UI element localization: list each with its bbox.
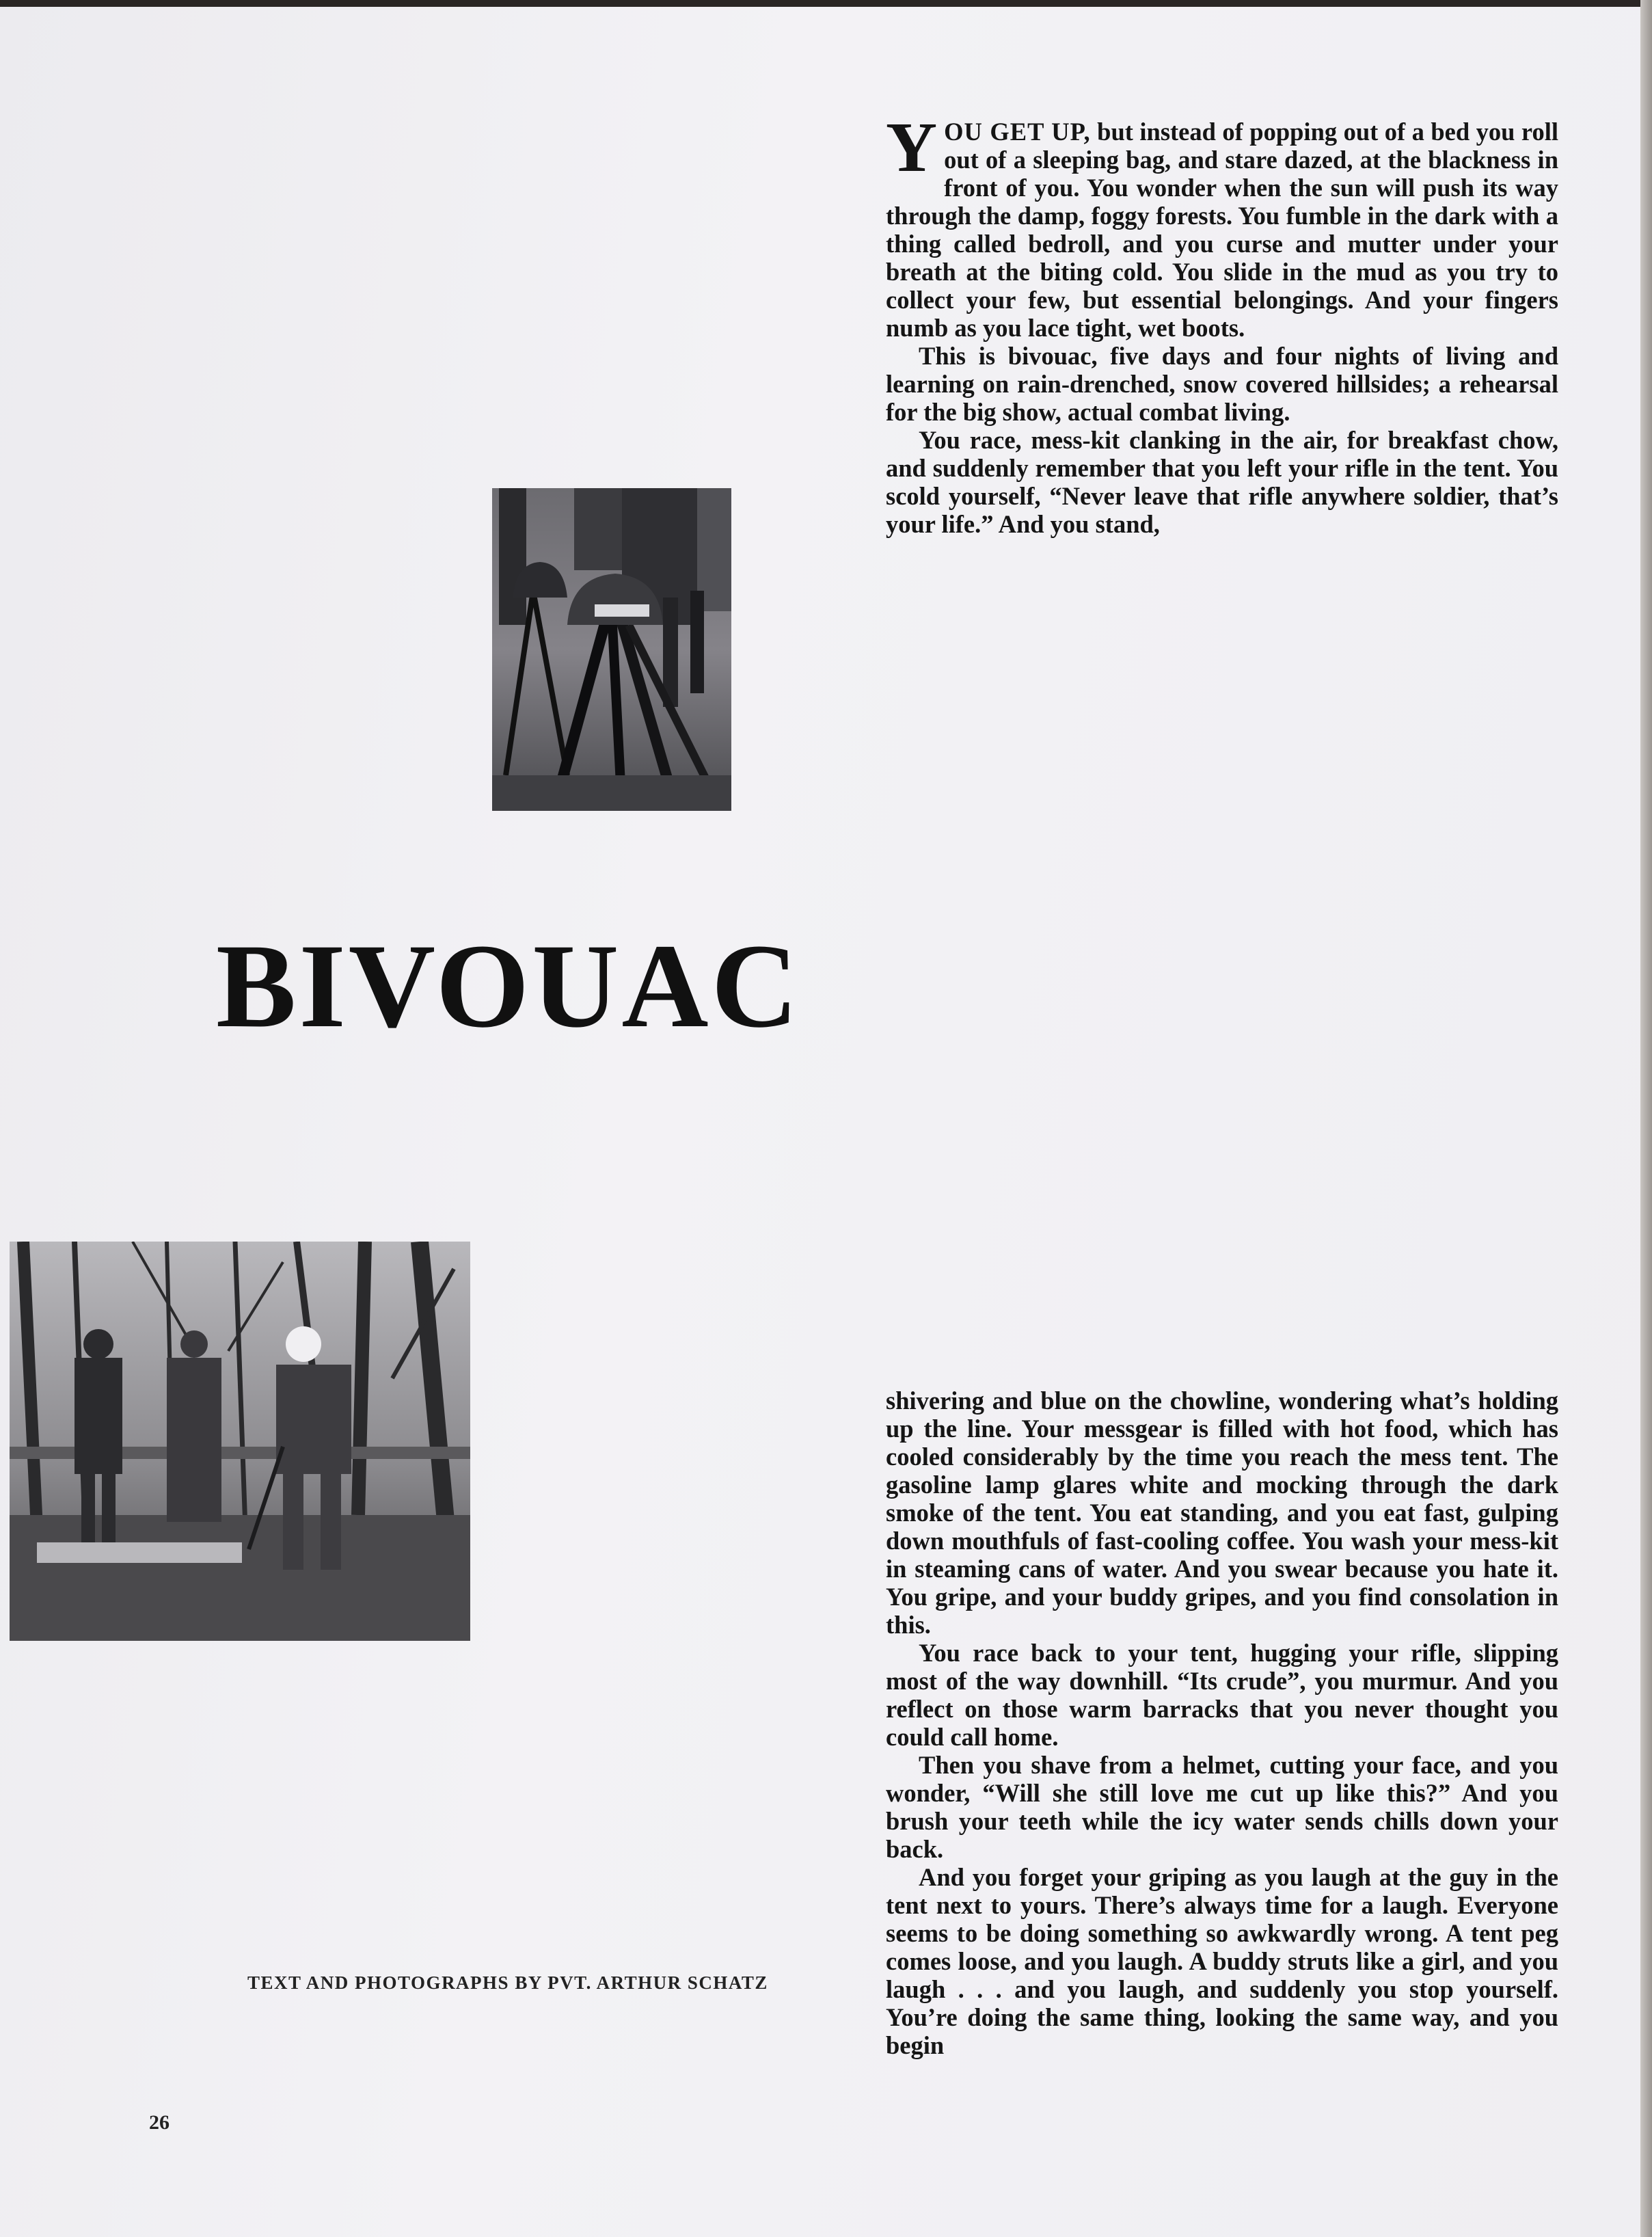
lead-in: OU GET UP,: [944, 118, 1091, 146]
paragraph: You race back to your tent, hugging your rifle, slipping most of the way downhill. “Its crude”, you murmur. And you reflect on those warm barracks that you never thought you could call home.: [886, 1639, 1558, 1751]
photo-soldiers-image: [10, 1242, 470, 1641]
paragraph: This is bivouac, five days and four nights of living and learning on rain-drenched, snow covered hillsides; a rehearsal for the big show, actual combat living.: [886, 342, 1558, 426]
text-column-top: [886, 108, 1558, 538]
paragraph: And you forget your griping as you laugh at the guy in the tent next to yours. There’s always time for a laugh. Everyone seems to be doing something so awkwardly wrong. A tent peg comes loose, and you laugh. A buddy struts like a girl, and you laugh . . . and you laugh, and suddenly you stop yourself. You’re doing the same thing, looking the same way, and you begin: [886, 1863, 1558, 2059]
drop-cap: Y: [886, 108, 938, 187]
page-edge: [1640, 0, 1652, 2237]
article-title: BIVOUAC: [216, 920, 801, 1053]
paragraph: Then you shave from a helmet, cutting your face, and you wonder, “Will she still love me cut up like this?” And you brush your teeth while the icy water sends chills down your back.: [886, 1751, 1558, 1863]
photo-soldiers-woods: [10, 1242, 470, 1641]
text-column-bottom: [886, 1387, 1558, 2059]
paragraph: shivering and blue on the chowline, wondering what’s holding up the line. Your messgear is filled with hot food, which has cooled considerably by the time you reach the mess tent. The gasoline lamp glares white and mocking through the dark smoke of the tent. You eat standing, and you eat fast, gulping down mouthfuls of fast-cooling coffee. You wash your mess-kit in steaming cans of water. And you swear because you hate it. You gripe, and your buddy gripes, and you find consolation in this.: [886, 1387, 1558, 1639]
photo-rifles-helmets: [492, 488, 731, 811]
page-number: 26: [149, 2111, 170, 2134]
photo-rifles-image: [492, 488, 731, 811]
paragraph: You race, mess-kit clanking in the air, for breakfast chow, and suddenly remember that you left your rifle in the tent. You scold yourself, “Never leave that rifle anywhere soldier, that’s your life.” And you stand,: [886, 426, 1558, 538]
paragraph: [886, 108, 1558, 342]
paragraph-text: but instead of popping out of a bed you roll out of a sleeping bag, and stare dazed, at the blackness in front of you. You wonder when the sun will push its way through the damp, foggy forests. You fumble in the dark with a thing called bedroll, and you curse and mutter under your breath at the biting cold. You slide in the mud as you try to collect your few, but essential belongings. And your fingers numb as you lace tight, wet boots.: [886, 118, 1558, 342]
magazine-page: [0, 7, 1640, 2237]
photo-credit: TEXT AND PHOTOGRAPHS BY PVT. ARTHUR SCHATZ: [247, 1972, 768, 1993]
